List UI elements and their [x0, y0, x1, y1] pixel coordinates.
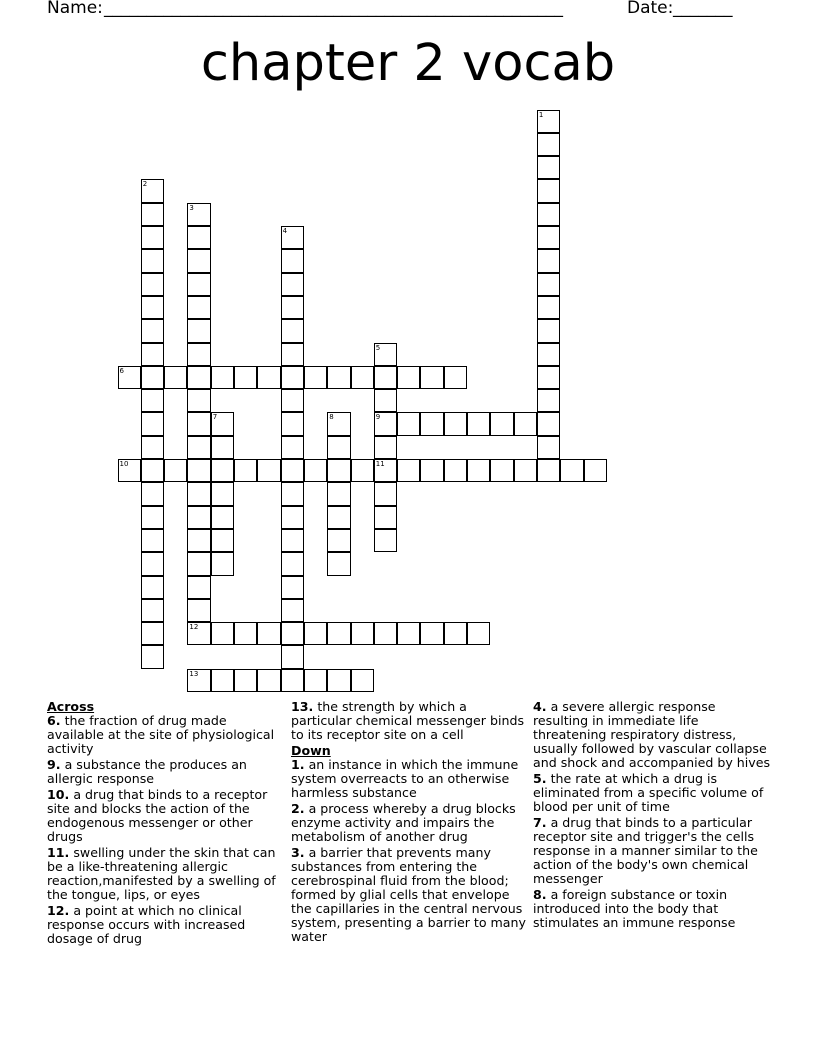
clue-number: 1 — [538, 110, 544, 119]
grid-cell[interactable] — [537, 226, 560, 249]
grid-cell[interactable] — [164, 459, 187, 482]
grid-cell[interactable] — [141, 506, 164, 529]
grid-cell[interactable] — [327, 459, 350, 482]
grid-cell[interactable] — [281, 412, 304, 435]
grid-cell[interactable] — [490, 412, 513, 435]
grid-cell[interactable] — [141, 226, 164, 249]
clue-number: 3 — [189, 203, 194, 212]
date-line: _______ — [673, 0, 733, 18]
grid-cell[interactable] — [374, 622, 397, 645]
grid-cell[interactable] — [490, 459, 513, 482]
grid-cell[interactable] — [281, 459, 304, 482]
grid-cell[interactable] — [187, 599, 210, 622]
grid-cell[interactable] — [164, 366, 187, 389]
grid-cell[interactable] — [187, 319, 210, 342]
grid-cell[interactable] — [211, 436, 234, 459]
grid-cell[interactable] — [351, 622, 374, 645]
grid-cell[interactable] — [141, 622, 164, 645]
grid-cell[interactable] — [187, 296, 210, 319]
grid-cell[interactable] — [187, 389, 210, 412]
clue-number: 10 — [119, 460, 129, 468]
clue-across-12: 12. a point at which no clinical response occurs with increased dosage of drug — [47, 903, 246, 946]
clue-down-4: 4. a severe allergic response resulting in immediate life threatening respiratory distress, usually followed by vascular collapse and shock and accompanied by hives — [533, 699, 771, 770]
grid-cell[interactable] — [187, 552, 210, 575]
grid-cell[interactable] — [281, 226, 304, 249]
date-label: Date: — [627, 0, 674, 18]
clue-across-11: 11. swelling under the skin that can be a like-threatening allergic reaction,manifested by a swelling of the tongue, lips, or eyes — [47, 845, 276, 902]
grid-cell[interactable] — [537, 343, 560, 366]
grid-cell[interactable] — [537, 389, 560, 412]
clue-number: 8 — [329, 413, 334, 422]
grid-cell[interactable] — [141, 273, 164, 296]
grid-cell[interactable] — [211, 366, 234, 389]
grid-cell[interactable] — [327, 482, 350, 505]
grid-cell[interactable] — [537, 459, 560, 482]
clue-down-1: 1. an instance in which the immune system overreacts to an otherwise harmless substance — [291, 757, 519, 800]
grid-cell[interactable] — [420, 412, 443, 435]
grid-cell[interactable] — [257, 459, 280, 482]
grid-cell[interactable] — [211, 412, 234, 435]
grid-cell[interactable] — [281, 622, 304, 645]
grid-cell[interactable] — [118, 459, 141, 482]
grid-cell[interactable] — [141, 296, 164, 319]
grid-cell[interactable] — [420, 366, 443, 389]
name-line: ______________________________________________________ — [104, 0, 563, 18]
grid-cell[interactable] — [281, 529, 304, 552]
grid-cell[interactable] — [537, 296, 560, 319]
grid-cell[interactable] — [187, 529, 210, 552]
grid-cell[interactable] — [141, 249, 164, 272]
grid-cell[interactable] — [234, 366, 257, 389]
grid-cell[interactable] — [327, 552, 350, 575]
grid-cell[interactable] — [327, 622, 350, 645]
across-heading: Across — [47, 699, 95, 714]
grid-cell[interactable] — [187, 226, 210, 249]
grid-cell[interactable] — [118, 366, 141, 389]
clue-number: 9 — [375, 413, 381, 422]
grid-cell[interactable] — [467, 459, 490, 482]
name-label: Name: — [47, 0, 103, 18]
grid-cell[interactable] — [514, 412, 537, 435]
grid-cell[interactable] — [141, 459, 164, 482]
grid-cell[interactable] — [141, 645, 164, 668]
grid-cell[interactable] — [211, 529, 234, 552]
grid-cell[interactable] — [281, 366, 304, 389]
grid-cell[interactable] — [397, 366, 420, 389]
grid-cell[interactable] — [211, 669, 234, 692]
clue-across-9: 9. a substance the produces an allergic response — [47, 757, 247, 786]
grid-cell[interactable] — [187, 482, 210, 505]
grid-cell[interactable] — [327, 529, 350, 552]
grid-cell[interactable] — [257, 622, 280, 645]
grid-cell[interactable] — [304, 366, 327, 389]
grid-cell[interactable] — [234, 459, 257, 482]
grid-cell[interactable] — [187, 669, 210, 692]
grid-cell[interactable] — [444, 366, 467, 389]
grid-cell[interactable] — [281, 296, 304, 319]
clue-across-6: 6. the fraction of drug made available at the site of physiological activity — [47, 713, 275, 756]
grid-cell[interactable] — [141, 389, 164, 412]
clue-number: 6 — [119, 366, 124, 375]
grid-cell[interactable] — [327, 366, 350, 389]
grid-cell[interactable] — [351, 366, 374, 389]
grid-cell[interactable] — [187, 459, 210, 482]
clue-number: 7 — [212, 413, 218, 422]
grid-cell[interactable] — [327, 669, 350, 692]
grid-cell[interactable] — [211, 482, 234, 505]
grid-cell[interactable] — [234, 669, 257, 692]
grid-cell[interactable] — [537, 249, 560, 272]
grid-cell[interactable] — [514, 459, 537, 482]
grid-cell[interactable] — [444, 412, 467, 435]
clue-down-3: 3. a barrier that prevents many substances from entering the cerebrospinal fluid from the blood; formed by glial cells that envelope the capillaries in the central nervous system, presenting a barrier to many water — [291, 845, 526, 944]
grid-cell[interactable] — [187, 412, 210, 435]
grid-cell[interactable] — [141, 343, 164, 366]
grid-cell[interactable] — [444, 459, 467, 482]
grid-cell[interactable] — [141, 576, 164, 599]
grid-cell[interactable] — [374, 506, 397, 529]
clues-column-2 — [291, 700, 527, 946]
grid-cell[interactable] — [141, 412, 164, 435]
clue-across-13: 13. the strength by which a particular chemical messenger binds to its receptor site on a cell — [291, 699, 525, 742]
clue-down-2: 2. a process whereby a drug blocks enzyme activity and impairs the metabolism of another drug — [291, 801, 516, 844]
grid-cell[interactable] — [281, 343, 304, 366]
grid-cell[interactable] — [141, 179, 164, 202]
clue-number: 12 — [189, 623, 199, 632]
grid-cell[interactable] — [374, 529, 397, 552]
grid-cell[interactable] — [187, 436, 210, 459]
grid-cell[interactable] — [281, 669, 304, 692]
grid-cell[interactable] — [537, 319, 560, 342]
grid-cell[interactable] — [537, 110, 560, 133]
grid-cell[interactable] — [327, 506, 350, 529]
grid-cell[interactable] — [304, 459, 327, 482]
grid-cell[interactable] — [211, 552, 234, 575]
grid-cell[interactable] — [187, 576, 210, 599]
grid-cell[interactable] — [257, 366, 280, 389]
grid-cell[interactable] — [281, 249, 304, 272]
clue-number: 2 — [142, 180, 148, 189]
grid-cell[interactable] — [537, 412, 560, 435]
grid-cell[interactable] — [141, 529, 164, 552]
grid-cell[interactable] — [187, 622, 210, 645]
grid-cell[interactable] — [281, 576, 304, 599]
grid-cell[interactable] — [327, 412, 350, 435]
grid-cell[interactable] — [397, 459, 420, 482]
grid-cell[interactable] — [537, 203, 560, 226]
grid-cell[interactable] — [211, 622, 234, 645]
grid-cell[interactable] — [234, 622, 257, 645]
grid-cell[interactable] — [187, 249, 210, 272]
grid-cell[interactable] — [537, 436, 560, 459]
grid-cell[interactable] — [141, 482, 164, 505]
grid-cell[interactable] — [537, 273, 560, 296]
grid-cell[interactable] — [374, 459, 397, 482]
grid-cell[interactable] — [560, 459, 583, 482]
grid-cell[interactable] — [187, 366, 210, 389]
grid-cell[interactable] — [281, 599, 304, 622]
clues-column-3 — [533, 700, 773, 932]
grid-cell[interactable] — [351, 459, 374, 482]
grid-cell[interactable] — [211, 506, 234, 529]
grid-cell[interactable] — [141, 203, 164, 226]
grid-cell[interactable] — [537, 366, 560, 389]
clue-across-10: 10. a drug that binds to a receptor site and blocks the action of the endogenous messenger or other drugs — [47, 787, 268, 844]
grid-cell[interactable] — [281, 436, 304, 459]
grid-cell[interactable] — [281, 506, 304, 529]
grid-cell[interactable] — [187, 343, 210, 366]
clue-number: 13 — [189, 669, 199, 678]
grid-cell[interactable] — [281, 645, 304, 668]
grid-cell[interactable] — [351, 669, 374, 692]
grid-cell[interactable] — [444, 622, 467, 645]
grid-cell[interactable] — [397, 622, 420, 645]
grid-cell[interactable] — [374, 389, 397, 412]
grid-cell[interactable] — [257, 669, 280, 692]
clue-number: 11 — [375, 460, 385, 468]
grid-cell[interactable] — [141, 552, 164, 575]
grid-cell[interactable] — [281, 389, 304, 412]
grid-cell[interactable] — [420, 622, 443, 645]
grid-cell[interactable] — [281, 482, 304, 505]
grid-cell[interactable] — [537, 179, 560, 202]
grid-cell[interactable] — [141, 366, 164, 389]
grid-cell[interactable] — [327, 436, 350, 459]
grid-cell[interactable] — [211, 459, 234, 482]
grid-cell[interactable] — [467, 412, 490, 435]
clue-number: 4 — [282, 227, 288, 235]
grid-cell[interactable] — [374, 412, 397, 435]
grid-cell[interactable] — [281, 552, 304, 575]
grid-cell[interactable] — [187, 506, 210, 529]
grid-cell[interactable] — [187, 273, 210, 296]
clue-down-7: 7. a drug that binds to a particular receptor site and trigger's the cells response in a manner similar to the action of the body's own chemical messenger — [533, 815, 758, 886]
grid-cell[interactable] — [374, 343, 397, 366]
grid-cell[interactable] — [397, 412, 420, 435]
grid-cell[interactable] — [537, 156, 560, 179]
grid-cell[interactable] — [141, 436, 164, 459]
grid-cell[interactable] — [141, 599, 164, 622]
grid-cell[interactable] — [374, 436, 397, 459]
grid-cell[interactable] — [584, 459, 607, 482]
grid-cell[interactable] — [420, 459, 443, 482]
clue-down-8: 8. a foreign substance or toxin introduced into the body that stimulates an immune response — [533, 887, 736, 930]
page-title: chapter 2 vocab — [200, 34, 616, 93]
grid-cell[interactable] — [374, 482, 397, 505]
grid-cell[interactable] — [467, 622, 490, 645]
clue-number: 5 — [375, 343, 381, 352]
grid-cell[interactable] — [281, 273, 304, 296]
grid-cell[interactable] — [304, 622, 327, 645]
clues-column-1 — [47, 700, 283, 948]
grid-cell[interactable] — [141, 319, 164, 342]
down-heading: Down — [291, 743, 331, 758]
grid-cell[interactable] — [537, 133, 560, 156]
grid-cell[interactable] — [304, 669, 327, 692]
grid-cell[interactable] — [374, 366, 397, 389]
grid-cell[interactable] — [281, 319, 304, 342]
grid-cell[interactable] — [187, 203, 210, 226]
clue-down-5: 5. the rate at which a drug is eliminated from a specific volume of blood per unit of time — [533, 771, 764, 814]
